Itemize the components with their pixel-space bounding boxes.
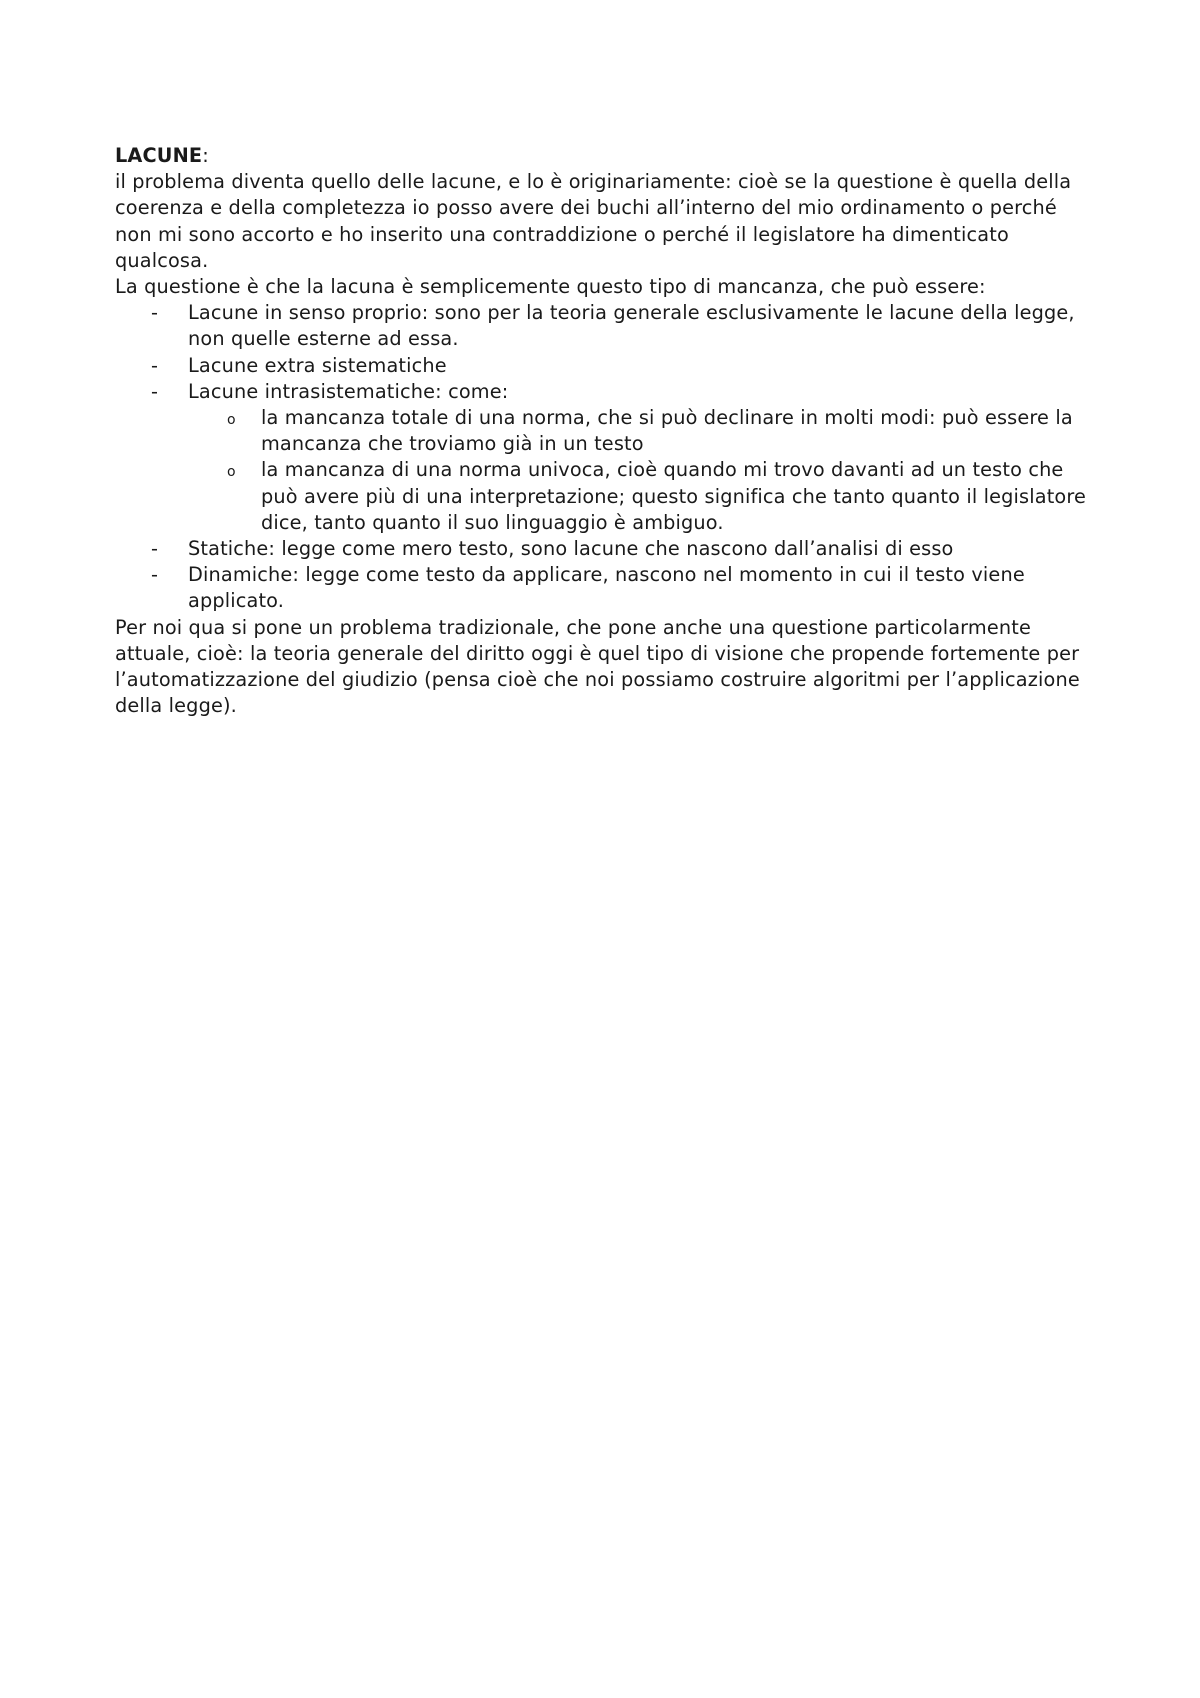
list-item-text: Lacune intrasistematiche: come: (188, 379, 509, 403)
list-item (151, 536, 1095, 562)
list-item (151, 379, 1095, 536)
intrasistematiche-sublist (188, 405, 1095, 536)
dash-bullet: - (151, 537, 159, 561)
sublist-item (227, 405, 1095, 457)
closing-paragraph: Per noi qua si pone un problema tradizionale, che pone anche una questione particolarmente attuale, cioè: la teoria generale del diritto oggi è quel tipo di visione che propende fortemente per l’automatizzazione del giudizio (pensa cioè che noi possiamo costruire algoritmi per l’applicazione della legge). (115, 615, 1080, 718)
intro-paragraph: il problema diventa quello delle lacune, e lo è originariamente: cioè se la questione è quella della coerenza e della completezza io posso avere dei buchi all’interno del mio ordinamento o perché non mi sono accorto e ho inserito una contraddizione o perché il legislatore ha dimenticato qualcosa. (115, 170, 1072, 272)
list-item-text: Lacune extra sistematiche (188, 353, 447, 377)
dash-bullet: - (151, 563, 159, 587)
lacune-types-list (115, 300, 1095, 614)
circle-bullet: o (227, 464, 236, 481)
list-item (151, 562, 1095, 614)
list-item (151, 353, 1095, 379)
list-item (151, 300, 1095, 352)
sublist-item-text: la mancanza di una norma univoca, cioè quando mi trovo davanti ad un testo che può avere più di una interpretazione; questo significa che tanto quanto il legislatore dice, tanto quanto il suo linguaggio è ambiguo. (261, 458, 1087, 534)
list-item-text: Dinamiche: legge come testo da applicare, nascono nel momento in cui il testo viene applicato. (188, 563, 1025, 613)
dash-bullet: - (151, 379, 159, 403)
dash-bullet: - (151, 301, 159, 325)
definition-paragraph: La questione è che la lacuna è semplicemente questo tipo di mancanza, che può essere: (115, 275, 986, 299)
heading-title: LACUNE (115, 144, 203, 167)
circle-bullet: o (227, 412, 236, 429)
list-item-text: Lacune in senso proprio: sono per la teoria generale esclusivamente le lacune della legge, non quelle esterne ad essa. (188, 301, 1075, 351)
sublist-item (227, 457, 1095, 536)
list-item-text: Statiche: legge come mero testo, sono lacune che nascono dall’analisi di esso (188, 537, 954, 561)
sublist-item-text: la mancanza totale di una norma, che si può declinare in molti modi: può essere la mancanza che troviamo già in un testo (261, 406, 1073, 456)
dash-bullet: - (151, 353, 159, 377)
document-page (115, 143, 1095, 719)
heading-colon: : (202, 144, 209, 167)
section-heading (115, 143, 1095, 169)
